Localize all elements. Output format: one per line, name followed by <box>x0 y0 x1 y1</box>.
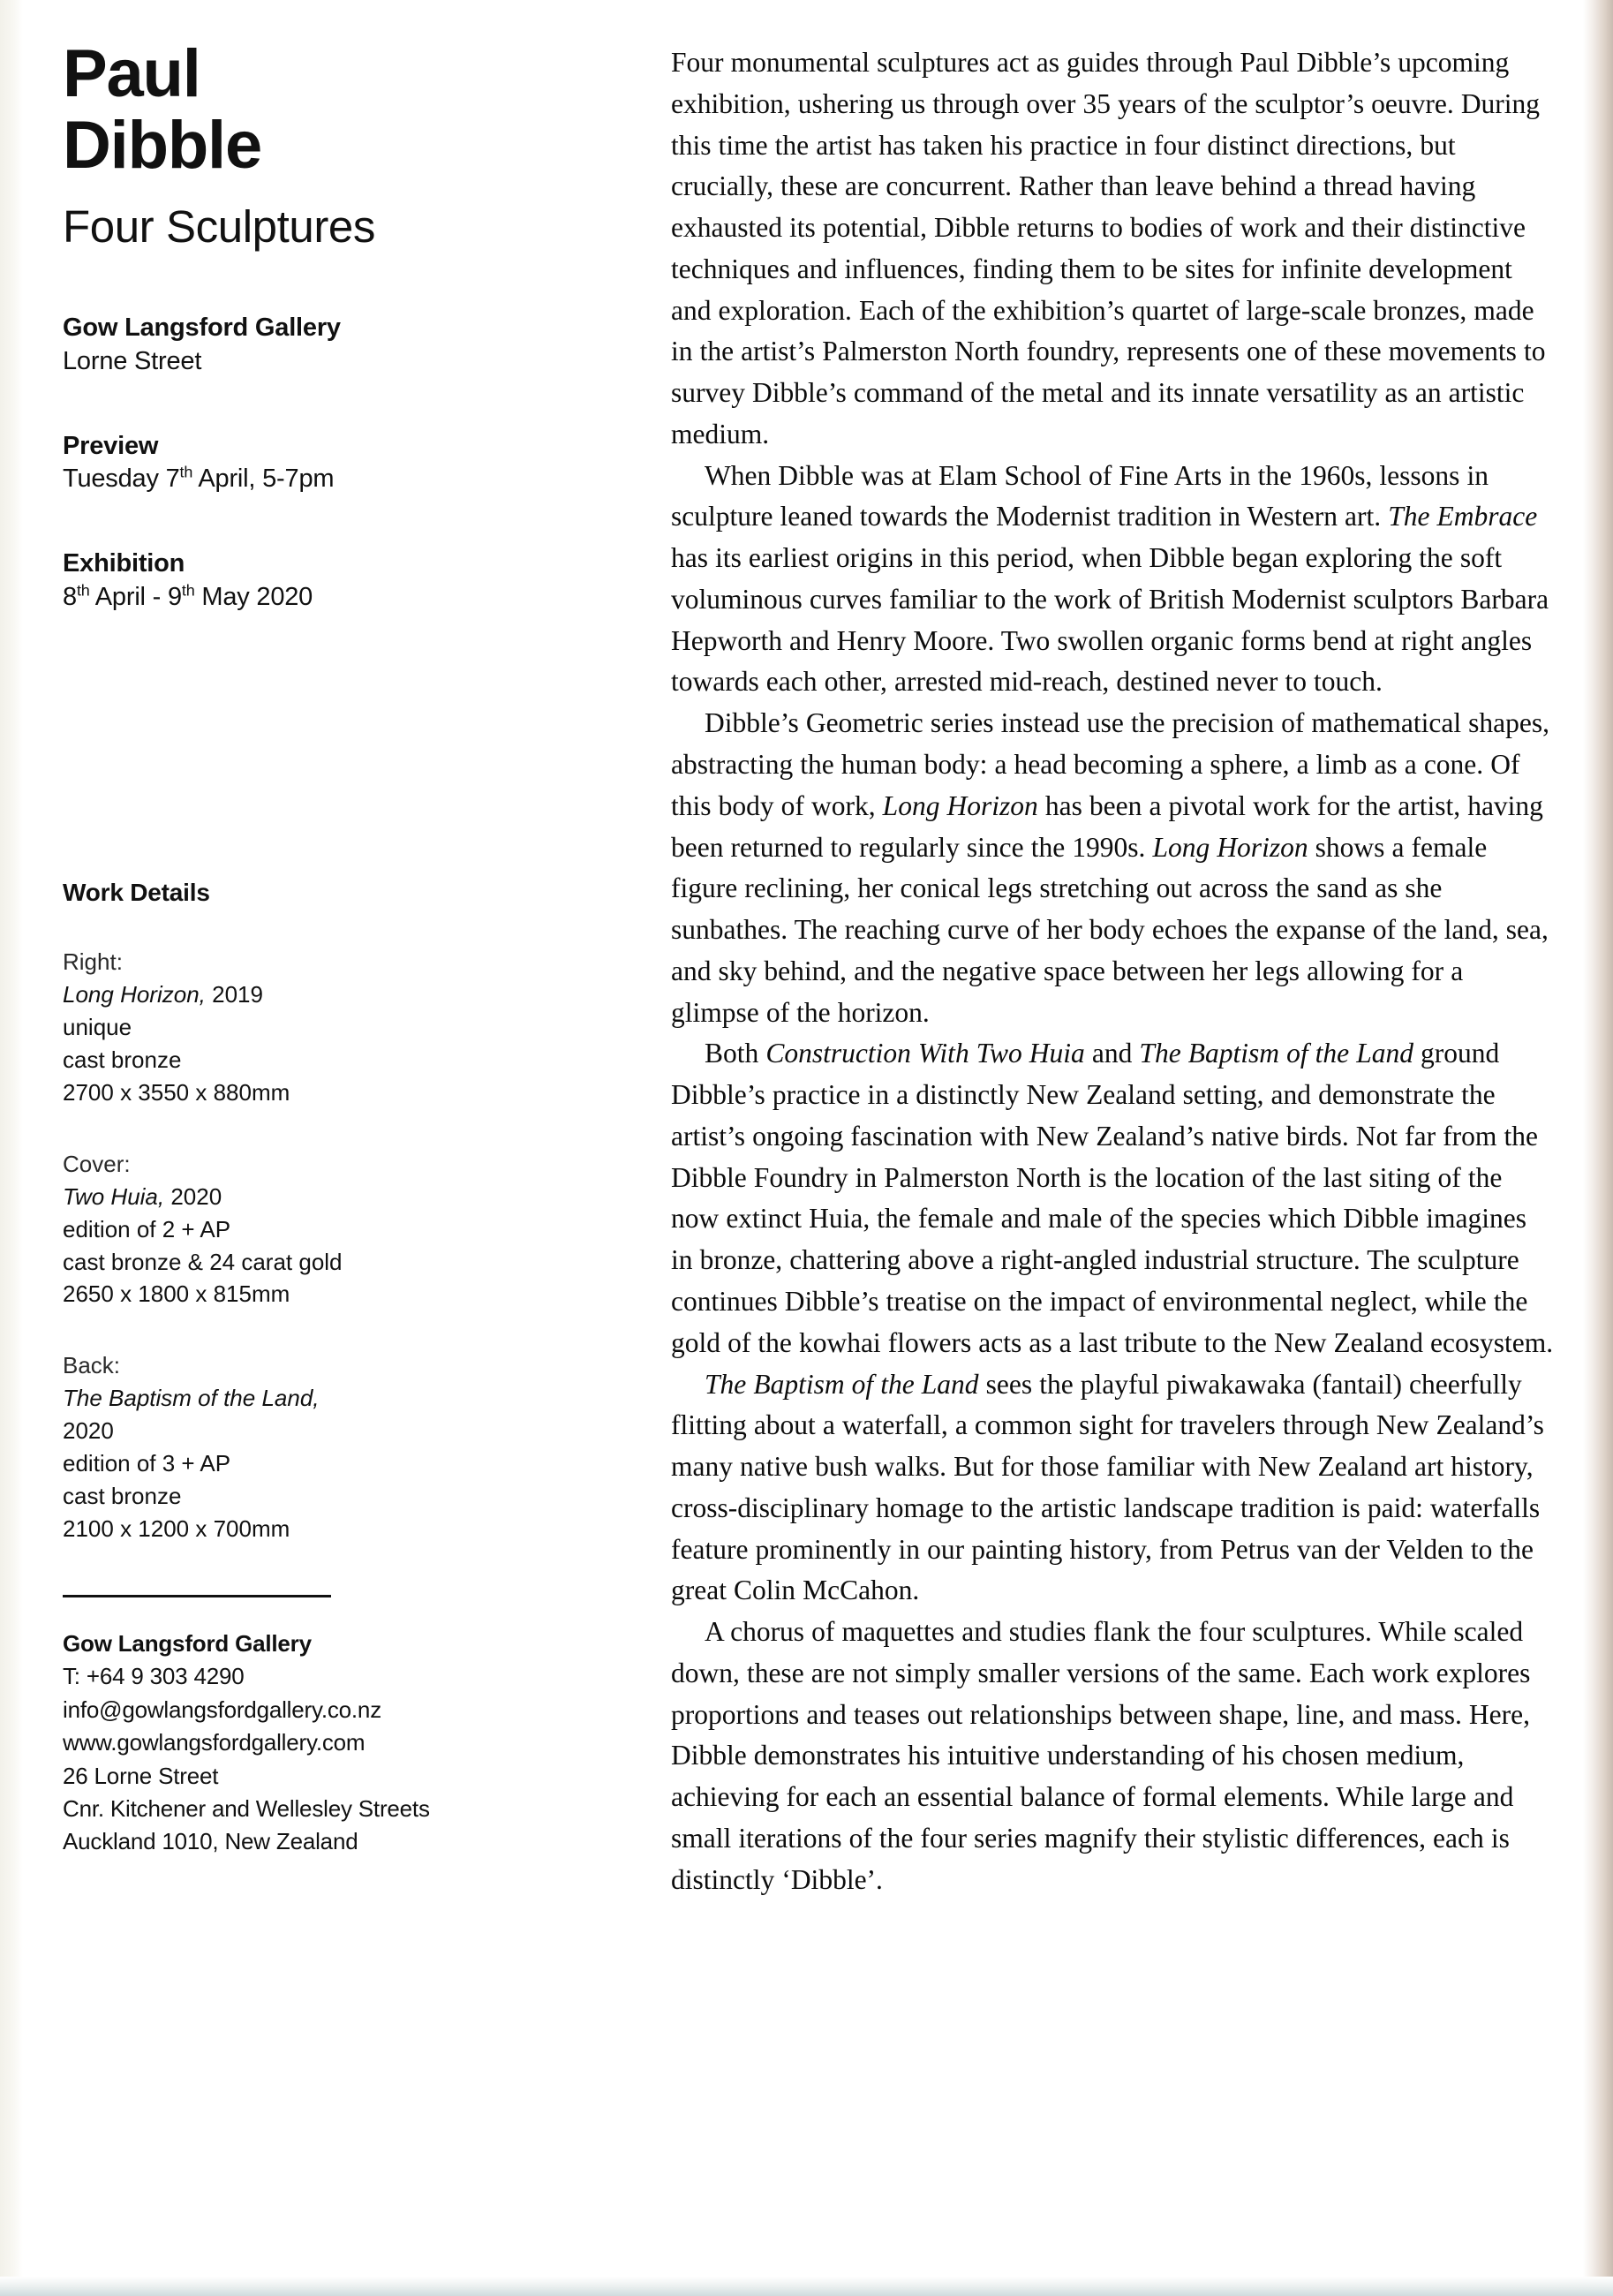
work-entry <box>63 1148 557 1311</box>
work-position: Right: <box>63 948 123 976</box>
artwork-title-long-horizon: Long Horizon <box>1152 831 1308 863</box>
exhibition-dates <box>63 581 557 615</box>
work-title: Two Huia, <box>63 1182 165 1210</box>
work-position: Back: <box>63 1352 121 1379</box>
preview-rest: April, 5-7pm <box>192 464 335 494</box>
exhibition-start-day: 8 <box>63 582 77 611</box>
essay-text: has been a pivotal work for the artist, having been returned to regularly since the 1990s. <box>671 789 1543 863</box>
preview-block <box>63 430 557 496</box>
essay-text: has its earliest origins in this period, when Dibble began exploring the soft voluminous curves familiar to the work of British Modernist sculptors Barbara Hepworth and Henry Moore. Two swollen organic forms bend at right angles towards each other, arrested mid-reach, destined never to touch. <box>671 542 1549 698</box>
contact-phone[interactable]: T: +64 9 303 4290 <box>63 1663 245 1690</box>
scan-edge-left <box>0 0 23 2296</box>
contact-gallery-name: Gow Langsford Gallery <box>63 1629 312 1657</box>
essay-paragraph <box>671 1033 1554 1363</box>
exhibition-heading: Exhibition <box>63 548 185 578</box>
work-entry <box>63 1349 557 1545</box>
essay-paragraph <box>671 1364 1554 1612</box>
artist-title-block <box>63 36 557 253</box>
exhibition-end-rest: May 2020 <box>194 582 313 611</box>
essay-paragraph <box>671 1612 1554 1900</box>
contact-address-line-2: Cnr. Kitchener and Wellesley Streets <box>63 1795 430 1822</box>
preview-datetime <box>63 463 557 496</box>
essay-column <box>671 42 1554 1900</box>
contact-website[interactable]: www.gowlangsfordgallery.com <box>63 1729 366 1756</box>
contact-email[interactable]: info@gowlangsfordgallery.co.nz <box>63 1696 381 1723</box>
work-entry <box>63 946 557 1109</box>
work-title-year <box>63 978 557 1011</box>
work-position: Cover: <box>63 1150 131 1177</box>
preview-day: Tuesday 7 <box>63 464 180 494</box>
work-title <box>63 1382 557 1415</box>
exhibition-middle: April - 9 <box>89 582 182 611</box>
gallery-street: Lorne Street <box>63 346 202 375</box>
exhibition-subtitle: Four Sculptures <box>63 201 375 253</box>
essay-text: ground Dibble’s practice in a distinctly New Zealand setting, and demonstrate the artist’s ongoing fascination with New Zealand’s native birds. Not far from the Dibble Foundry in Palmerston North is the location of the last siting of the now extinct Huia, the female and male of the species which Dibble imagines in bronze, chattering above a right-angled industrial structure. The sculpture continues Dibble’s treatise on the impact of environmental neglect, while the gold of the kowhai flowers acts as a last tribute to the New Zealand ecosystem. <box>671 1038 1554 1358</box>
work-dimensions: 2100 x 1200 x 700mm <box>63 1514 290 1542</box>
work-medium: cast bronze & 24 carat gold <box>63 1248 343 1275</box>
artist-name-line-1: Paul <box>63 36 200 111</box>
essay-paragraph <box>671 703 1554 1033</box>
artwork-title-long-horizon: Long Horizon <box>882 789 1038 821</box>
contact-address-line-3: Auckland 1010, New Zealand <box>63 1828 358 1855</box>
exhibition-block <box>63 548 557 614</box>
work-title: Long Horizon, <box>63 981 206 1008</box>
work-edition: unique <box>63 1014 132 1041</box>
work-edition: edition of 3 + AP <box>63 1450 231 1477</box>
essay-text: Both <box>705 1038 766 1069</box>
artwork-title-the-baptism-of-the-land: The Baptism of the Land <box>1139 1038 1413 1069</box>
work-title-text: The Baptism of the Land, <box>63 1385 320 1412</box>
essay-text: sees the playful piwakawaka (fantail) cheerfully flitting about a waterfall, a common sight for travelers through New Zealand’s many native bush walks. But for those familiar with New Zealand art history, cross-disciplinary homage to the artistic landscape tradition is paid: waterfalls feature prominently in our painting history, from Petrus van der Velden to the great Colin McCahon. <box>671 1368 1544 1606</box>
essay-text: When Dibble was at Elam School of Fine Arts in the 1960s, lessons in sculpture leaned towards the Modernist tradition in Western art. <box>671 459 1489 532</box>
contact-address-line-1: 26 Lorne Street <box>63 1762 219 1789</box>
artwork-title-the-embrace: The Embrace <box>1388 501 1538 532</box>
contact-block <box>63 1628 557 1859</box>
artwork-title-the-baptism-of-the-land: The Baptism of the Land <box>705 1368 979 1400</box>
work-details-heading: Work Details <box>63 879 210 907</box>
work-dimensions: 2700 x 3550 x 880mm <box>63 1078 290 1106</box>
work-medium: cast bronze <box>63 1046 182 1074</box>
essay-paragraph <box>671 42 1554 456</box>
preview-ordinal: th <box>179 463 193 481</box>
essay-text: Dibble’s Geometric series instead use the precision of mathematical shapes, abstracting the human body: a head becoming a sphere, a limb as a cone. Of this body of work, <box>671 707 1549 821</box>
artist-name-line-2: Dibble <box>63 107 262 183</box>
work-year: 2020 <box>164 1182 222 1210</box>
scan-edge-bottom <box>0 2277 1613 2296</box>
artwork-title-construction-with-two-huia: Construction With Two Huia <box>765 1038 1085 1069</box>
work-medium: cast bronze <box>63 1483 182 1509</box>
work-edition: edition of 2 + AP <box>63 1215 231 1242</box>
essay-paragraph <box>671 456 1554 704</box>
preview-heading: Preview <box>63 431 159 460</box>
work-year: 2019 <box>205 981 263 1008</box>
work-year: 2020 <box>63 1417 114 1445</box>
essay-text: shows a female figure reclining, her conical legs stretching out across the sand as she sunbathes. The reaching curve of her body echoes the expanse of the land, sea, and sky behind, and the negative space between her legs allowing for a glimpse of the horizon. <box>671 831 1549 1028</box>
essay-text: Four monumental sculptures act as guides through Paul Dibble’s upcoming exhibition, ushering us through over 35 years of the sculptor’s oeuvre. During this time the artist has taken his practice in four distinct directions, but crucially, these are concurrent. Rather than leave behind a thread having exhausted its potential, Dibble returns to bodies of work and their distinctive techniques and influences, finding them to be sites for infinite development and exploration. Each of the exhibition’s quartet of large-scale bronzes, made in the artist’s Palmerston North foundry, represents one of these movements to survey Dibble’s command of the metal and its innate versatility as an artistic medium. <box>671 47 1546 449</box>
work-details-section <box>63 879 557 1545</box>
exhibition-end-ordinal: th <box>181 580 195 599</box>
left-column <box>63 36 557 1859</box>
venue-block <box>63 312 557 378</box>
gallery-name: Gow Langsford Gallery <box>63 313 341 343</box>
essay-text: A chorus of maquettes and studies flank the four sculptures. While scaled down, these are not simply smaller versions of the same. Each work explores proportions and teases out relationships between shape, line, and mass. Here, Dibble demonstrates his intuitive understanding of his chosen medium, achieving for each an essential balance of formal elements. While large and small iterations of the four series magnify their stylistic differences, each is distinctly ‘Dibble’. <box>671 1616 1531 1895</box>
essay-text: and <box>1084 1038 1140 1069</box>
work-dimensions: 2650 x 1800 x 815mm <box>63 1280 290 1308</box>
exhibition-start-ordinal: th <box>76 580 90 599</box>
horizontal-divider-rule <box>63 1595 331 1597</box>
scan-edge-right <box>1583 0 1613 2296</box>
work-title-year <box>63 1181 557 1213</box>
